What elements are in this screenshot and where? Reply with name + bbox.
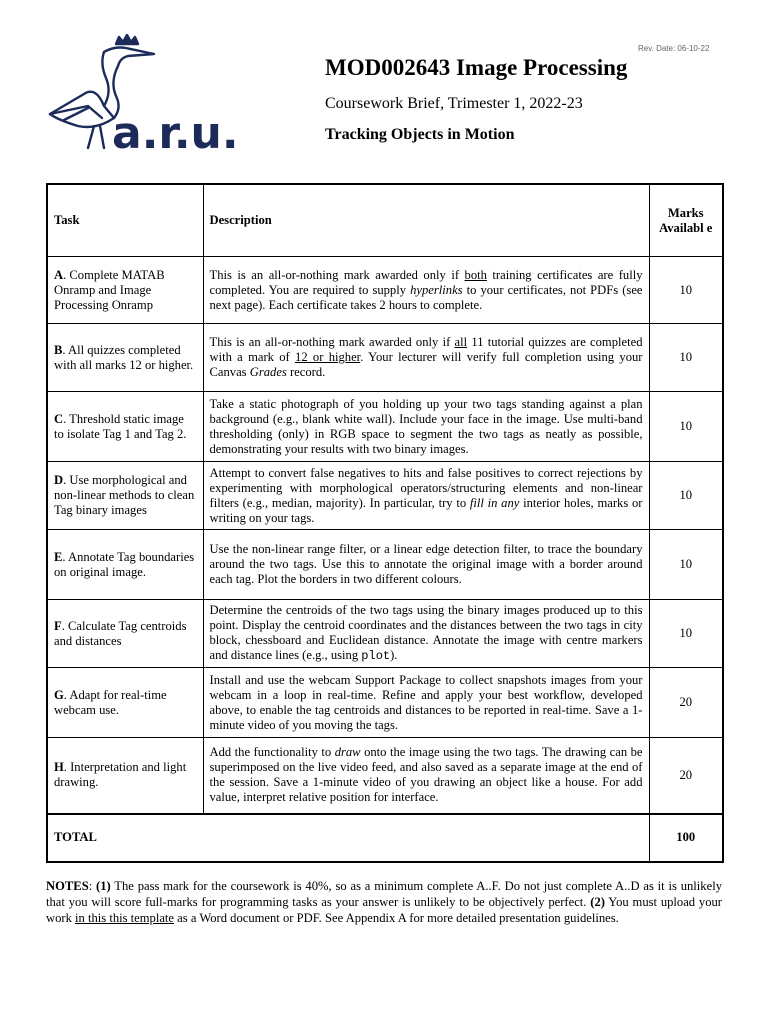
table-row [47, 600, 723, 668]
task-text: . Adapt for real-time webcam use. [54, 687, 167, 717]
notes-label: NOTES [46, 879, 89, 893]
description-cell [203, 324, 649, 392]
task-id: G [54, 687, 64, 702]
desc-text: 11 tutorial quizzes are completed with a mark of [209, 335, 643, 364]
task-id: C [54, 411, 64, 426]
note-1-number: (1) [96, 879, 111, 893]
task-cell [47, 600, 203, 668]
marks-cell: 10 [649, 462, 723, 530]
note-2-text-end: as a Word document or PDF. See Appendix A for more detailed presentation guidelines. [174, 911, 619, 925]
column-header-task: Task [47, 184, 203, 257]
description-cell: Install and use the webcam Support Package to collect snapshots images from your webcam in a loop in real-time. Refine and apply your best workflow, developed above, to enable the tag centroids and distances to be reported in real-time. Save a 1-minute video of you moving the tags. [203, 668, 649, 738]
task-cell [47, 738, 203, 814]
column-header-description: Description [203, 184, 649, 257]
task-id: E [54, 549, 63, 564]
task-cell [47, 530, 203, 600]
description-cell [203, 738, 649, 814]
task-cell [47, 324, 203, 392]
task-id: A [54, 267, 64, 282]
note-1-text: The pass mark for the coursework is 40%, so as a minimum complete A..F. Do not just complete A..D as it is unlikely that you will score full-marks for programming tasks as your answer is unlikely to be objectively perfect. [46, 879, 722, 909]
desc-text: This is an all-or-nothing mark awarded only if [209, 267, 465, 282]
description-cell [203, 600, 649, 668]
task-text: . Calculate Tag centroids and distances [54, 618, 187, 648]
desc-text: training certificates are fully completed. You are required to supply [209, 267, 643, 297]
task-text: . Annotate Tag boundaries on original image. [54, 549, 195, 579]
desc-text: Add the functionality to [209, 745, 335, 760]
table-row [47, 738, 723, 814]
desc-text: interior holes, marks or writing on your tags. [209, 495, 643, 525]
desc-emphasis: fill in any [469, 495, 520, 510]
desc-text: to your certificates, not PDFs (see next page). Each certificate takes 2 hours to complete. [209, 282, 643, 312]
desc-text: record. [286, 365, 326, 379]
description-cell [203, 257, 649, 324]
page-title: MOD002643 Image Processing [325, 55, 628, 80]
marks-cell: 10 [649, 530, 723, 600]
description-cell [203, 462, 649, 530]
desc-text: Attempt to convert false negatives to hits and false positives to correct rejections by experimenting with morphological operators/structuring elements and non-linear filters (e.g., median, majority). In particular, try to [209, 465, 643, 510]
table-row [47, 392, 723, 462]
desc-text: ). [390, 648, 398, 662]
task-text: . Threshold static image to isolate Tag 1 and Tag 2. [54, 411, 187, 441]
column-header-marks: Marks Availabl e [649, 184, 723, 257]
page-heading: Tracking Objects in Motion [325, 126, 515, 143]
task-text: . Use morphological and non-linear methods to clean Tag binary images [54, 473, 195, 517]
table-header-row [47, 184, 723, 257]
desc-code: plot [361, 649, 391, 663]
marks-cell: 20 [649, 738, 723, 814]
task-id: F [54, 618, 62, 633]
desc-emphasis: 12 or higher [295, 350, 361, 364]
marks-cell: 10 [649, 392, 723, 462]
desc-text: This is an all-or-nothing mark awarded only if [209, 335, 455, 349]
page-subtitle: Coursework Brief, Trimester 1, 2022-23 [325, 95, 583, 112]
logo-text: a.r.u. [112, 108, 239, 152]
rev-date: Rev. Date: 06-10-22 [638, 44, 710, 53]
task-text: . All quizzes completed with all marks 12 or higher. [54, 342, 194, 372]
task-cell [47, 257, 203, 324]
desc-emphasis: hyperlinks [410, 282, 463, 297]
table-row [47, 462, 723, 530]
marks-cell: 10 [649, 600, 723, 668]
coursework-table [46, 183, 724, 863]
marks-cell: 10 [649, 324, 723, 392]
task-text: . Interpretation and light drawing. [54, 760, 187, 790]
desc-emphasis: both [464, 267, 487, 282]
marks-cell: 20 [649, 668, 723, 738]
note-2-number: (2) [590, 895, 605, 909]
task-cell [47, 392, 203, 462]
task-cell [47, 668, 203, 738]
description-cell: Use the non-linear range filter, or a linear edge detection filter, to trace the boundary around the two tags. Use this to annotate the original image with a border around each tag. Plot the borders in two different colours. [203, 530, 649, 600]
desc-text: Determine the centroids of the two tags using the binary images produced up to this point. Display the centroid coordinates and the distances between the two tags in city block, chessboard and Euclidean distance. Annotate the image with centre markers and distance lines (e.g., using [209, 603, 643, 662]
task-id: D [54, 473, 64, 487]
task-id: B [54, 342, 63, 357]
marks-cell: 10 [649, 257, 723, 324]
desc-emphasis: all [454, 335, 468, 349]
description-cell: Take a static photograph of you holding up your two tags standing against a plan background (e.g., blank white wall). Include your face in the image. Use multi-band thresholding (only) in RGB space to segment the two tags as neatly as possible, demonstrating your results with two binary images. [203, 392, 649, 462]
table-row [47, 324, 723, 392]
total-marks: 100 [649, 814, 723, 862]
task-cell [47, 462, 203, 530]
template-link[interactable]: in this this template [75, 911, 175, 925]
aru-logo [44, 34, 254, 152]
notes-paragraph: NOTES: (1) The pass mark for the coursework is 40%, so as a minimum complete A..F. Do not just complete A..D as it is unlikely that you will score full-marks for programming tasks as your answer is unlikely to be objectively perfect. (2) You must upload your work in this this template as a Word document or PDF. See Appendix A for more detailed presentation guidelines. [46, 879, 722, 925]
task-text: . Complete MATAB Onramp and Image Processing Onramp [54, 267, 165, 312]
task-id: H [54, 760, 64, 775]
note-2-text: You must upload your work [46, 895, 722, 925]
desc-text: . Your lecturer will verify full completion using your Canvas [209, 350, 643, 379]
total-label: TOTAL [47, 814, 649, 862]
table-row [47, 530, 723, 600]
table-row [47, 668, 723, 738]
desc-text: onto the image using the two tags. The drawing can be superimposed on the live video feed, and also saved as a separate image at the end of the session. Save a 1-minute video of you drawing an object like a house. For add value, interpret relative position for interface. [209, 745, 643, 805]
total-row [47, 814, 723, 862]
desc-emphasis: Grades [249, 365, 287, 379]
table-row [47, 257, 723, 324]
desc-emphasis: draw [334, 745, 361, 760]
